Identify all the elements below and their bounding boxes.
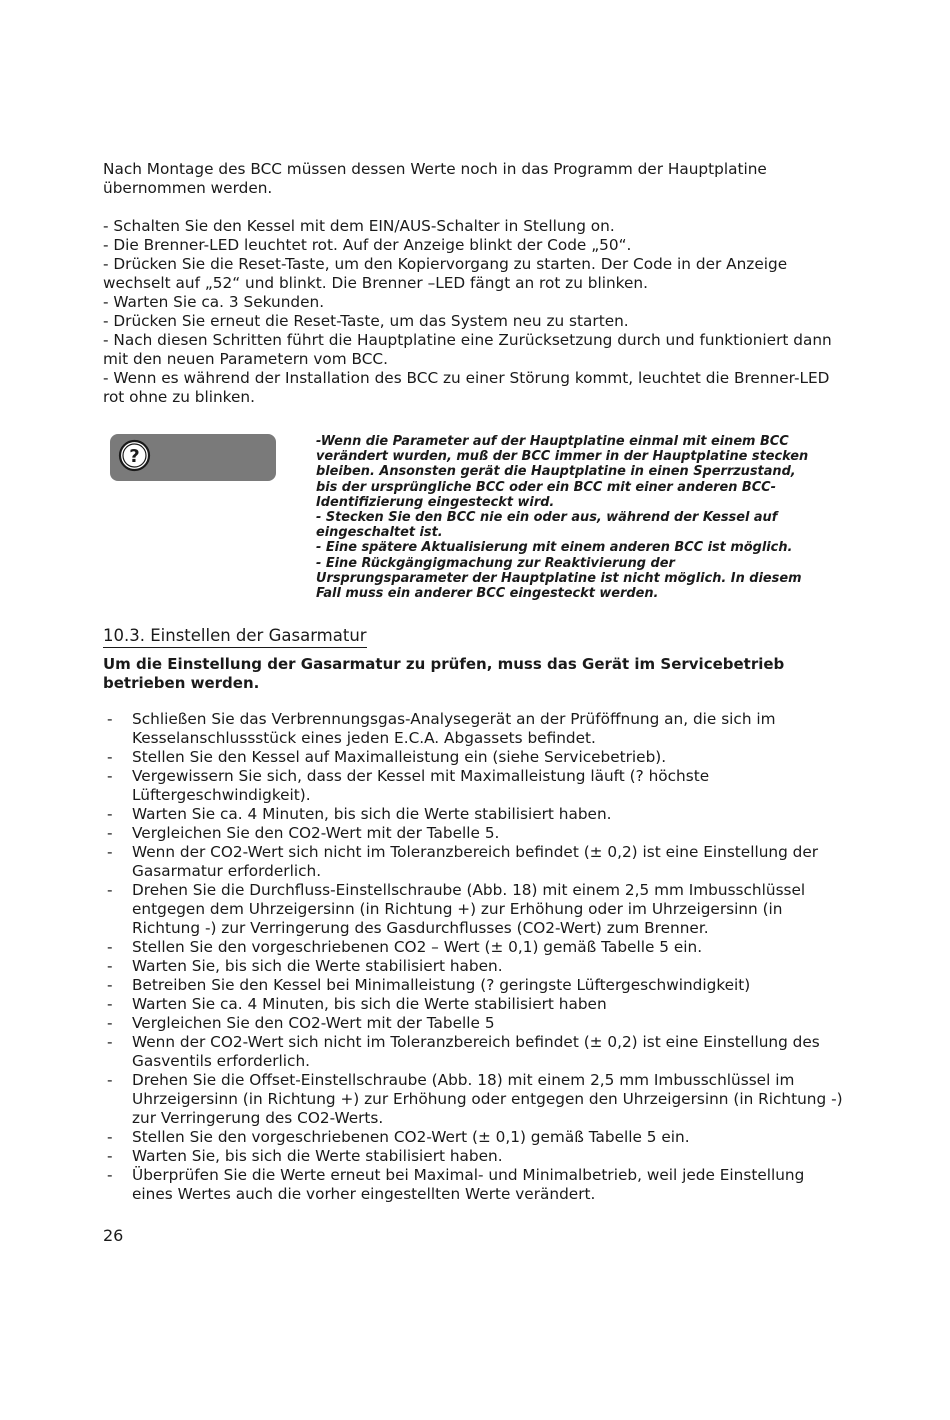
list-item: [103, 748, 843, 767]
list-dash: -: [107, 1033, 113, 1051]
list-dash: -: [107, 805, 113, 823]
note-text: [316, 434, 816, 601]
step-text: Stellen Sie den vorgeschriebenen CO2-Wert (± 0,1) gemäß Tabelle 5 ein.: [132, 1128, 690, 1146]
step-text: Wenn der CO2-Wert sich nicht im Toleranzbereich befindet (± 0,2) ist eine Einstellung des Gasventils erforderlich.: [132, 1033, 820, 1070]
list-dash: -: [107, 843, 113, 861]
step-text: Vergleichen Sie den CO2-Wert mit der Tabelle 5: [132, 1014, 495, 1032]
note-icon-box: [110, 434, 276, 481]
list-dash: -: [107, 748, 113, 766]
list-dash: -: [107, 938, 113, 956]
list-dash: -: [107, 976, 113, 994]
note-line: - Eine Rückgängigmachung zur Reaktivierung der Ursprungsparameter der Hauptplatine ist nicht möglich. In diesem Fall muss ein anderer BCC eingesteckt werden.: [316, 555, 802, 602]
step-text: Drehen Sie die Durchfluss-Einstellschraube (Abb. 18) mit einem 2,5 mm Imbusschlüssel entgegen dem Uhrzeigersinn (in Richtung +) zur Erhöhung oder im Uhrzeigersinn (in Richtung -) zur Verringerung des Gasdurchflusses (CO2-Wert) zum Brenner.: [132, 881, 806, 937]
section-title: 10.3. Einstellen der Gasarmatur: [103, 626, 367, 648]
list-item: [103, 1166, 843, 1204]
step-text: Warten Sie, bis sich die Werte stabilisiert haben.: [132, 957, 503, 975]
list-item: [103, 1071, 843, 1128]
intro-line: - Drücken Sie die Reset-Taste, um den Kopiervorgang zu starten. Der Code in der Anzeige wechselt auf „52“ und blinkt. Die Brenner –LED fängt an rot zu blinken.: [103, 255, 788, 292]
step-text: Betreiben Sie den Kessel bei Minimalleistung (? geringste Lüftergeschwindigkeit): [132, 976, 751, 994]
list-dash: -: [107, 995, 113, 1013]
paragraph-gap: [103, 198, 853, 217]
step-text: Stellen Sie den vorgeschriebenen CO2 – Wert (± 0,1) gemäß Tabelle 5 ein.: [132, 938, 703, 956]
list-item: [103, 1128, 843, 1147]
step-text: Vergleichen Sie den CO2-Wert mit der Tabelle 5.: [132, 824, 500, 842]
list-item: [103, 805, 843, 824]
intro-line: - Drücken Sie erneut die Reset-Taste, um das System neu zu starten.: [103, 312, 629, 330]
question-mark-icon: [118, 439, 151, 472]
list-dash: -: [107, 767, 113, 785]
intro-line: - Nach diesen Schritten führt die Hauptplatine eine Zurücksetzung durch und funktioniert dann mit den neuen Parametern vom BCC.: [103, 331, 832, 368]
step-text: Warten Sie ca. 4 Minuten, bis sich die Werte stabilisiert haben: [132, 995, 607, 1013]
list-item: [103, 767, 843, 805]
step-text: Drehen Sie die Offset-Einstellschraube (Abb. 18) mit einem 2,5 mm Imbusschlüssel im Uhrzeigersinn (in Richtung +) zur Erhöhung oder entgegen den Uhrzeigersinn (in Richtung -) zur Verringerung des CO2-Werts.: [132, 1071, 843, 1127]
step-text: Vergewissern Sie sich, dass der Kessel mit Maximalleistung läuft (? höchste Lüftergeschwindigkeit).: [132, 767, 710, 804]
gas-valve-steps-list: [103, 710, 843, 1204]
step-text: Stellen Sie den Kessel auf Maximalleistung ein (siehe Servicebetrieb).: [132, 748, 667, 766]
list-item: [103, 938, 843, 957]
list-item: [103, 1033, 843, 1071]
step-text: Warten Sie, bis sich die Werte stabilisiert haben.: [132, 1147, 503, 1165]
list-dash: -: [107, 1071, 113, 1089]
intro-line: - Wenn es während der Installation des BCC zu einer Störung kommt, leuchtet die Brenner-LED rot ohne zu blinken.: [103, 369, 830, 406]
svg-text:?: ?: [129, 446, 140, 467]
list-item: [103, 1014, 843, 1033]
list-item: [103, 881, 843, 938]
list-dash: -: [107, 710, 113, 728]
bcc-intro-block: [103, 160, 853, 407]
note-line: - Eine spätere Aktualisierung mit einem anderen BCC ist möglich.: [316, 540, 793, 556]
list-item: [103, 1147, 843, 1166]
step-text: Warten Sie ca. 4 Minuten, bis sich die Werte stabilisiert haben.: [132, 805, 612, 823]
list-dash: -: [107, 1014, 113, 1032]
intro-lead: Nach Montage des BCC müssen dessen Werte noch in das Programm der Hauptplatine übernommen werden.: [103, 160, 767, 197]
section-lead: Um die Einstellung der Gasarmatur zu prüfen, muss das Gerät im Servicebetrieb betrieben werden.: [103, 655, 785, 692]
intro-line: - Die Brenner-LED leuchtet rot. Auf der Anzeige blinkt der Code „50“.: [103, 236, 632, 254]
list-dash: -: [107, 1166, 113, 1184]
list-item: [103, 710, 843, 748]
list-item: [103, 957, 843, 976]
list-item: [103, 995, 843, 1014]
note-line: -Wenn die Parameter auf der Hauptplatine einmal mit einem BCC verändert wurden, muß der BCC immer in der Hauptplatine stecken bleiben. Ansonsten gerät die Hauptplatine in einen Sperrzustand, bis der ursprüngliche BCC oder ein BCC mit einer anderen BCC-Identifizierung eingesteckt wird.: [316, 434, 809, 510]
step-text: Schließen Sie das Verbrennungsgas-Analysegerät an der Prüföffnung an, die sich im Kesselanschlussstück eines jeden E.C.A. Abgassets befindet.: [132, 710, 776, 747]
list-dash: -: [107, 1147, 113, 1165]
list-item: [103, 976, 843, 995]
page-number: 26: [103, 1226, 124, 1245]
list-dash: -: [107, 1128, 113, 1146]
list-item: [103, 824, 843, 843]
step-text: Wenn der CO2-Wert sich nicht im Toleranzbereich befindet (± 0,2) ist eine Einstellung der Gasarmatur erforderlich.: [132, 843, 819, 880]
list-dash: -: [107, 957, 113, 975]
note-line: - Stecken Sie den BCC nie ein oder aus, während der Kessel auf eingeschaltet ist.: [316, 510, 778, 541]
step-text: Überprüfen Sie die Werte erneut bei Maximal- und Minimalbetrieb, weil jede Einstellung eines Wertes auch die vorher eingestellten Werte verändert.: [132, 1166, 805, 1203]
list-dash: -: [107, 881, 113, 899]
intro-line: - Schalten Sie den Kessel mit dem EIN/AUS-Schalter in Stellung on.: [103, 217, 615, 235]
intro-line: - Warten Sie ca. 3 Sekunden.: [103, 293, 325, 311]
list-item: [103, 843, 843, 881]
list-dash: -: [107, 824, 113, 842]
